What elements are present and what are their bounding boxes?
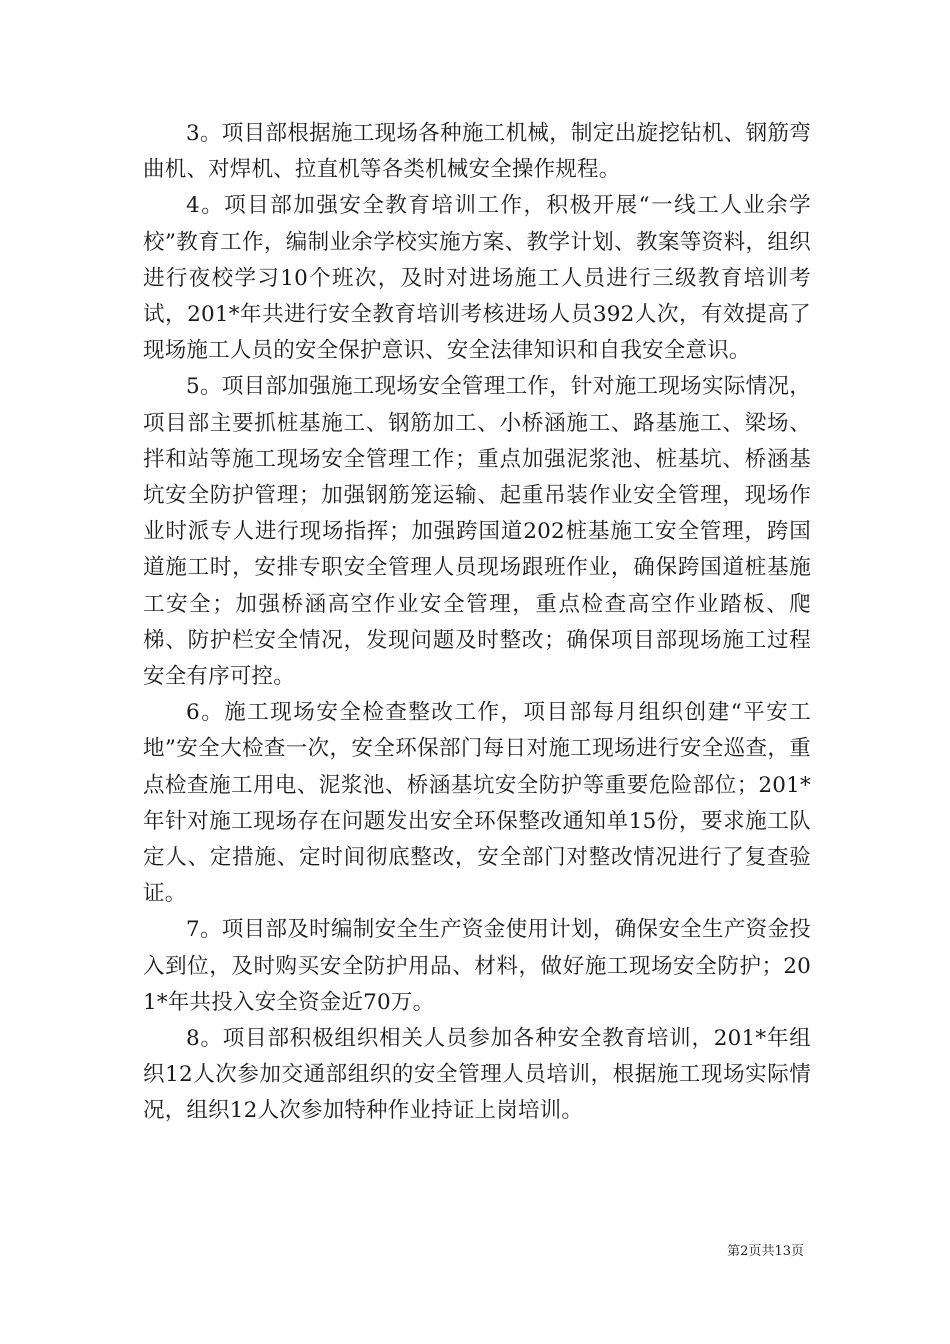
paragraph-4: 4。项目部加强安全教育培训工作，积极开展“一线工人业余学校”教育工作，编制业余学校实施方案、教学计划、教案等资料，组织进行夜校学习10个班次，及时对进场施工人员进行三级教育培训考试，201*年共进行安全教育培训考核进场人员392人次，有效提高了现场施工人员的安全保护意识、安全法律知识和自我安全意识。 [143, 193, 811, 364]
page-number-label: 第2页共13页 [727, 1244, 804, 1259]
paragraph-5: 5。项目部加强施工现场安全管理工作，针对施工现场实际情况，项目部主要抓桩基施工、钢筋加工、小桥涵施工、路基施工、梁场、拌和站等施工现场安全管理工作；重点加强泥浆池、桩基坑、桥涵基坑安全防护管理；加强钢筋笼运输、起重吊装作业安全管理，现场作业时派专人进行现场指挥；加强跨国道202桩基施工安全管理，跨国道施工时，安排专职安全管理人员现场跟班作业，确保跨国道桩基施工安全；加强桥涵高空作业安全管理，重点检查高空作业踏板、爬梯、防护栏安全情况，发现问题及时整改；确保项目部现场施工过程安全有序可控。 [143, 374, 811, 690]
document-body [143, 116, 811, 1130]
paragraph-7: 7。项目部及时编制安全生产资金使用计划，确保安全生产资金投入到位，及时购买安全防护用品、材料，做好施工现场安全防护；201*年共投入安全资金近70万。 [143, 917, 811, 1015]
paragraph-3: 3。项目部根据施工现场各种施工机械，制定出旋挖钻机、钢筋弯曲机、对焊机、拉直机等各类机械安全操作规程。 [143, 121, 811, 183]
paragraph-8: 8。项目部积极组织相关人员参加各种安全教育培训，201*年组织12人次参加交通部组织的安全管理人员培训，根据施工现场实际情况，组织12人次参加特种作业持证上岗培训。 [143, 1026, 811, 1124]
paragraph-6: 6。施工现场安全检查整改工作，项目部每月组织创建“平安工地”安全大检查一次，安全环保部门每日对施工现场进行安全巡查，重点检查施工用电、泥浆池、桥涵基坑安全防护等重要危险部位；201*年针对施工现场存在问题发出安全环保整改通知单15份，要求施工队定人、定措施、定时间彻底整改，安全部门对整改情况进行了复查验证。 [143, 700, 811, 907]
page-footer [0, 1240, 804, 1259]
